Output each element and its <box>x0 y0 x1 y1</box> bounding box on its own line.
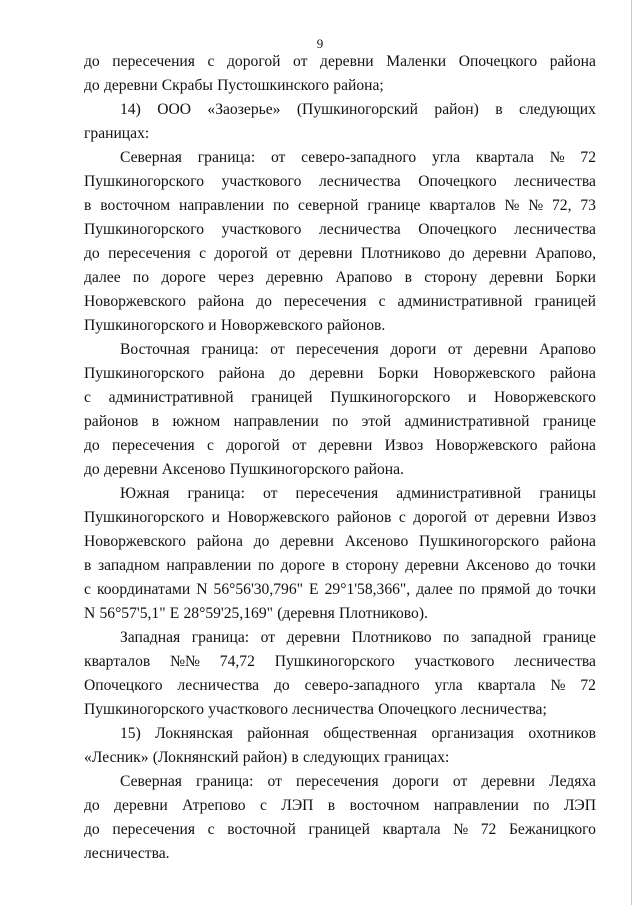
text-line: до пересечения с дорогой от деревни Извоз Новоржевского района <box>84 437 596 454</box>
page-edge-line <box>631 0 632 905</box>
page-number: 9 <box>316 36 324 51</box>
text-line: в западном направлении по дороге в сторону деревни Аксеново до точки <box>84 557 596 574</box>
text-line: 15) Локнянская районная общественная организация охотников <box>120 725 596 742</box>
text-line: до деревни Атрепово с ЛЭП в восточном направлении по ЛЭП <box>84 797 596 814</box>
text-line: Пушкиногорского и Новоржевского районов. <box>84 317 386 334</box>
text-line: Новоржевского района до пересечения с административной границей <box>84 293 596 310</box>
text-line: границах: <box>84 125 150 142</box>
text-line: Пушкиногорского участкового лесничества Опочецкого лесничества <box>84 221 596 238</box>
text-line: 14) ООО «Заозерье» (Пушкиногорский район) в следующих <box>120 101 596 118</box>
text-line: до пересечения с восточной границей квартала № 72 Бежаницкого <box>84 821 596 838</box>
text-line: N 56°57'5,1" E 28°59'25,169" (деревня Плотниково). <box>84 605 428 622</box>
text-line: лесничества. <box>84 845 170 862</box>
text-line: Пушкиногорского района до деревни Борки Новоржевского района <box>84 365 596 382</box>
document-body <box>84 50 596 866</box>
text-line: Северная граница: от северо-западного угла квартала № 72 <box>120 149 596 166</box>
text-line: Западная граница: от деревни Плотниково по западной границе <box>120 629 596 646</box>
text-line: «Лесник» (Локнянский район) в следующих границах: <box>84 749 450 766</box>
text-line: Новоржевского района до деревни Аксеново Пушкиногорского района <box>84 533 596 550</box>
text-line: с координатами N 56°56'30,796" E 29°1'58,366", далее по прямой до точки <box>84 581 596 598</box>
text-line: в восточном направлении по северной границе кварталов № № 72, 73 <box>84 197 596 214</box>
text-line: Южная граница: от пересечения административной границы <box>120 485 596 502</box>
text-line: Опочецкого лесничества до северо-западного угла квартала № 72 <box>84 677 596 694</box>
text-line: до пересечения с дорогой от деревни Плотниково до деревни Арапово, <box>84 245 596 262</box>
text-line: Восточная граница: от пересечения дороги от деревни Арапово <box>120 341 596 358</box>
text-line: Северная граница: от пересечения дороги от деревни Ледяха <box>120 773 596 790</box>
text-line: Пушкиногорского и Новоржевского районов с дорогой от деревни Извоз <box>84 509 596 526</box>
text-line: районов в южном направлении по этой административной границе <box>84 413 596 430</box>
text-line: кварталов №№ 74,72 Пушкиногорского участкового лесничества <box>84 653 596 670</box>
text-line: до деревни Скрабы Пустошкинского района; <box>84 77 384 94</box>
text-line: до пересечения с дорогой от деревни Маленки Опочецкого района <box>84 53 596 70</box>
text-line: до деревни Аксеново Пушкиногорского района. <box>84 461 404 478</box>
text-line: далее по дороге через деревню Арапово в сторону деревни Борки <box>84 269 596 286</box>
text-line: с административной границей Пушкиногорского и Новоржевского <box>84 389 596 406</box>
text-line: Пушкиногорского участкового лесничества Опочецкого лесничества; <box>84 701 547 718</box>
text-line: Пушкиногорского участкового лесничества Опочецкого лесничества <box>84 173 596 190</box>
